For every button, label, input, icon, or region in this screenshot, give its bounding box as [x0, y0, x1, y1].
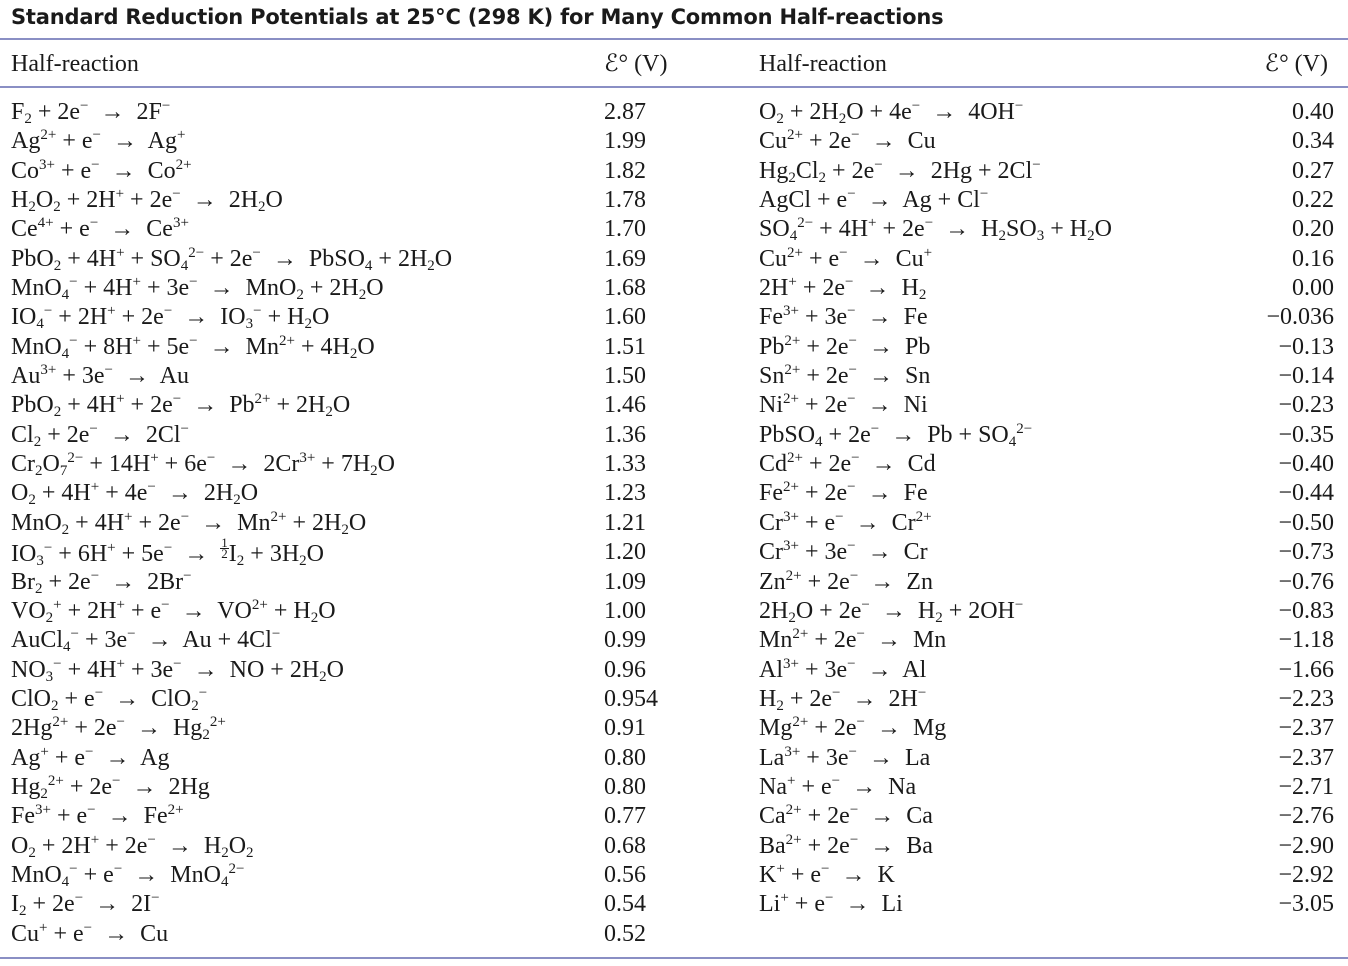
- half-reaction: $Zn^{2+} + 2e^- \to Zn$: [759, 567, 933, 595]
- half-reaction: $Cr_2O_7^{2-} + 14H^+ + 6e^- \to 2Cr^{3+} + 7H_2O$: [11, 450, 395, 480]
- reduction-potential: −0.036: [1266, 304, 1334, 331]
- half-reaction: $F_2 + 2e^- \to 2F^-$: [11, 98, 171, 127]
- half-reaction: Ag+ + e− → Ag: [11, 743, 170, 771]
- reduction-potential: 0.16: [1292, 245, 1334, 272]
- half-reaction: $Fe^{3+} + 3e^- \to Fe$: [759, 303, 928, 331]
- reduction-potential: 0.91: [604, 715, 646, 742]
- half-reaction: $Hg_2^{2+} + 2e^- \to 2Hg$: [11, 772, 210, 802]
- half-reaction: Cu+ + e− → Cu: [11, 919, 169, 947]
- reduction-potential: 0.80: [604, 773, 646, 800]
- reduction-potential: 1.46: [604, 392, 646, 419]
- reduction-potential: 2.87: [604, 99, 646, 125]
- reduction-potential: −2.90: [1278, 832, 1334, 859]
- reduction-potential: 0.96: [604, 656, 646, 683]
- half-reaction: PbSO$_4$ + $2e^- \to Pb + SO_4^{2-}$: [759, 420, 1033, 450]
- reduction-potential: 1.50: [604, 363, 646, 390]
- half-reaction: $PbO_2 + 4H^+ + 2e^- \to Pb^{2+} + 2H_2O$: [11, 391, 351, 421]
- reduction-potential: 0.27: [1292, 157, 1334, 184]
- half-reaction: Na+ + e− → Na: [759, 772, 917, 800]
- header-half-reaction-right: Half-reaction: [759, 51, 887, 77]
- reduction-potential: −3.05: [1278, 891, 1334, 918]
- table-title: Standard Reduction Potentials at 25°C (298 K) for Many Common Half-reactions: [11, 5, 944, 29]
- top-rule: [0, 38, 1348, 40]
- half-reaction: $Hg_2Cl_2 + 2e^- \to 2Hg + 2Cl^-$: [759, 156, 1041, 186]
- half-reaction: $Cd^{2+} + 2e^- \to Cd$: [759, 450, 936, 478]
- reduction-potential: 1.82: [604, 157, 646, 184]
- reduction-potential: 1.99: [604, 128, 646, 155]
- reduction-potential: 1.60: [604, 304, 646, 331]
- reduction-potential: 1.51: [604, 333, 646, 360]
- half-reaction: $Ce^{4+} + e^- \to Ce^{3+}$: [11, 215, 189, 243]
- right-potential-column: [1200, 98, 1334, 920]
- reduction-potential: 0.54: [604, 891, 646, 918]
- reduction-potential: −2.37: [1278, 744, 1334, 771]
- half-reaction: $Ag^{2+} + e^- \to Ag^+$: [11, 127, 186, 155]
- half-reaction: Li+ + e− → Li: [759, 890, 903, 918]
- reduction-potential: 0.80: [604, 744, 646, 771]
- half-reaction: $2H^+ + 2e^- \to H_2$: [759, 274, 927, 304]
- reduction-potential: 0.34: [1292, 128, 1334, 155]
- header-rule: [0, 86, 1348, 88]
- half-reaction: $Mg^{2+} + 2e^- \to Mg$: [759, 714, 947, 742]
- reduction-potential: −2.71: [1278, 773, 1334, 800]
- reduction-potential: −2.76: [1278, 803, 1334, 830]
- half-reaction: $Cu^{2+} + e^- \to Cu^+$: [759, 244, 933, 272]
- half-reaction: $I_2 + 2e^- \to 2I^-$: [11, 890, 160, 920]
- half-reaction: $IO_3^- + 6H^+ + 5e^-$ → $\frac{1}{2}$ $I_2 + 3H_2O$: [11, 535, 325, 570]
- reduction-potential: −0.35: [1278, 421, 1334, 448]
- half-reaction: $2Hg^{2+} + 2e^- \to Hg_2^{2+}$: [11, 714, 226, 744]
- half-reaction: $VO_2^+ + 2H^+ + e^- \to VO^{2+} + H_2O$: [11, 596, 336, 626]
- half-reaction: $Cl_2 + 2e^- \to 2Cl^-$: [11, 420, 189, 450]
- reduction-potential: −0.14: [1278, 363, 1334, 390]
- reduction-potential: 1.68: [604, 275, 646, 302]
- half-reaction: $NO_3^- + 4H^+ + 3e^-$ → NO + $2H_2O$: [11, 655, 345, 685]
- header-half-reaction-left: Half-reaction: [11, 51, 139, 77]
- half-reaction: $SO_4^{2-} + 4H^+ + 2e^- \to H_2SO_3 + H_2O$: [759, 215, 1112, 245]
- reduction-potential: −1.18: [1278, 627, 1334, 654]
- half-reaction: $Co^{3+} + e^- \to Co^{2+}$: [11, 156, 192, 184]
- reduction-potential: −0.76: [1278, 568, 1334, 595]
- reduction-potential: 1.00: [604, 597, 646, 624]
- reduction-potential: 0.99: [604, 627, 646, 654]
- half-reaction: $Ba^{2+} + 2e^- \to Ba$: [759, 831, 933, 859]
- reduction-potential: 1.69: [604, 245, 646, 272]
- half-reaction: $Cu^{2+} + 2e^- \to Cu$: [759, 127, 936, 155]
- half-reaction: $O_2 + 2H_2O + 4e^- \to 4OH^-$: [759, 98, 1024, 127]
- half-reaction: $H_2 + 2e^- \to 2H^-$: [759, 684, 927, 714]
- half-reaction: $Fe^{3+} + e^- \to Fe^{2+}$: [11, 802, 184, 830]
- reduction-potential: −2.92: [1278, 861, 1334, 888]
- half-reaction: $Fe^{2+} + 2e^- \to Fe$: [759, 479, 928, 507]
- reduction-potential: −0.44: [1278, 480, 1334, 507]
- reduction-potential: 1.23: [604, 480, 646, 507]
- reduction-potential: 1.21: [604, 509, 646, 536]
- header-potential-right: ℰ° (V): [1264, 51, 1328, 77]
- reduction-potential: −1.66: [1278, 656, 1334, 683]
- half-reaction: $Cr^{3+} + e^- \to Cr^{2+}$: [759, 508, 932, 536]
- reduction-potential: −0.40: [1278, 451, 1334, 478]
- bottom-rule: [0, 957, 1348, 959]
- half-reaction: MnO$_4$− + e− → MnO$_4^{2-}$: [11, 860, 245, 890]
- half-reaction: $Ca^{2+} + 2e^- \to Ca$: [759, 802, 933, 830]
- reduction-potential: 0.77: [604, 803, 646, 830]
- half-reaction: $H_2O_2 + 2H^+ + 2e^- \to 2H_2O$: [11, 186, 283, 216]
- reduction-potential: −0.50: [1278, 509, 1334, 536]
- half-reaction: $O_2 + 2H^+ + 2e^- \to H_2O_2$: [11, 831, 254, 861]
- half-reaction: AuCl$_4$− + 3e− → Au + 4Cl−: [11, 626, 281, 656]
- half-reaction: $MnO_2 + 4H^+ + 2e^- \to Mn^{2+} + 2H_2O$: [11, 508, 367, 538]
- reduction-potential: 1.33: [604, 451, 646, 478]
- half-reaction: $MnO_4^- + 4H^+ + 3e^- \to MnO_2 + 2H_2O$: [11, 274, 384, 304]
- half-reaction: K+ + e− → K: [759, 860, 895, 888]
- half-reaction: $Br_2 + 2e^- \to 2Br^-$: [11, 567, 192, 597]
- half-reaction: $Cr^{3+} + 3e^- \to Cr$: [759, 538, 928, 566]
- reduction-potential: −0.83: [1278, 597, 1334, 624]
- reduction-potential: 0.20: [1292, 216, 1334, 243]
- half-reaction: $Pb^{2+} + 2e^- \to Pb$: [759, 332, 931, 360]
- half-reaction: $Sn^{2+} + 2e^- \to Sn$: [759, 362, 931, 390]
- reduction-potential: 0.22: [1292, 187, 1334, 214]
- left-reaction-column: [11, 98, 591, 949]
- reduction-potential: 1.78: [604, 187, 646, 214]
- half-reaction: $Mn^{2+} + 2e^- \to Mn$: [759, 626, 947, 654]
- half-reaction: $La^{3+} + 3e^- \to La$: [759, 743, 931, 771]
- reduction-potential: 1.09: [604, 568, 646, 595]
- reduction-potential: 0.954: [604, 685, 658, 712]
- reduction-potential: 0.00: [1292, 275, 1334, 302]
- reduction-potential: 1.20: [604, 539, 646, 566]
- reduction-potential: 0.68: [604, 832, 646, 859]
- reduction-potential: 1.36: [604, 421, 646, 448]
- half-reaction: ClO$_2$ + e− → ClO$_2$−: [11, 684, 208, 714]
- reduction-potential: −0.23: [1278, 392, 1334, 419]
- half-reaction: AgCl + e− → Ag + Cl−: [759, 186, 989, 214]
- reduction-potential: −2.37: [1278, 715, 1334, 742]
- left-potential-column: [604, 98, 694, 949]
- reduction-potential: −0.13: [1278, 333, 1334, 360]
- half-reaction: $MnO_4^- + 8H^+ + 5e^- \to Mn^{2+} + 4H_2O$: [11, 332, 375, 362]
- half-reaction: $2H_2O + 2e^- \to H_2 + 2OH^-$: [759, 596, 1024, 626]
- half-reaction: $Al^{3+} + 3e^- \to Al$: [759, 655, 927, 683]
- reduction-potential: 1.70: [604, 216, 646, 243]
- reduction-potential: −2.23: [1278, 685, 1334, 712]
- half-reaction: $Au^{3+} + 3e^- \to Au$: [11, 362, 189, 390]
- half-reaction: $PbO_2 + 4H^+ + SO_4^{2-} + 2e^-$ → PbSO$_4$ + $2H_2O$: [11, 244, 453, 274]
- reduction-potential: 0.40: [1292, 99, 1334, 125]
- half-reaction: $Ni^{2+} + 2e^- \to Ni$: [759, 391, 928, 419]
- half-reaction: $O_2 + 4H^+ + 4e^- \to 2H_2O$: [11, 479, 259, 509]
- reduction-potential: 0.56: [604, 861, 646, 888]
- half-reaction: $IO_4^- + 2H^+ + 2e^- \to IO_3^- + H_2O$: [11, 303, 330, 333]
- reduction-potential: −0.73: [1278, 539, 1334, 566]
- reduction-potential: 0.52: [604, 920, 646, 947]
- right-reaction-column: [759, 98, 1239, 920]
- header-potential-left: ℰ° (V): [604, 51, 668, 77]
